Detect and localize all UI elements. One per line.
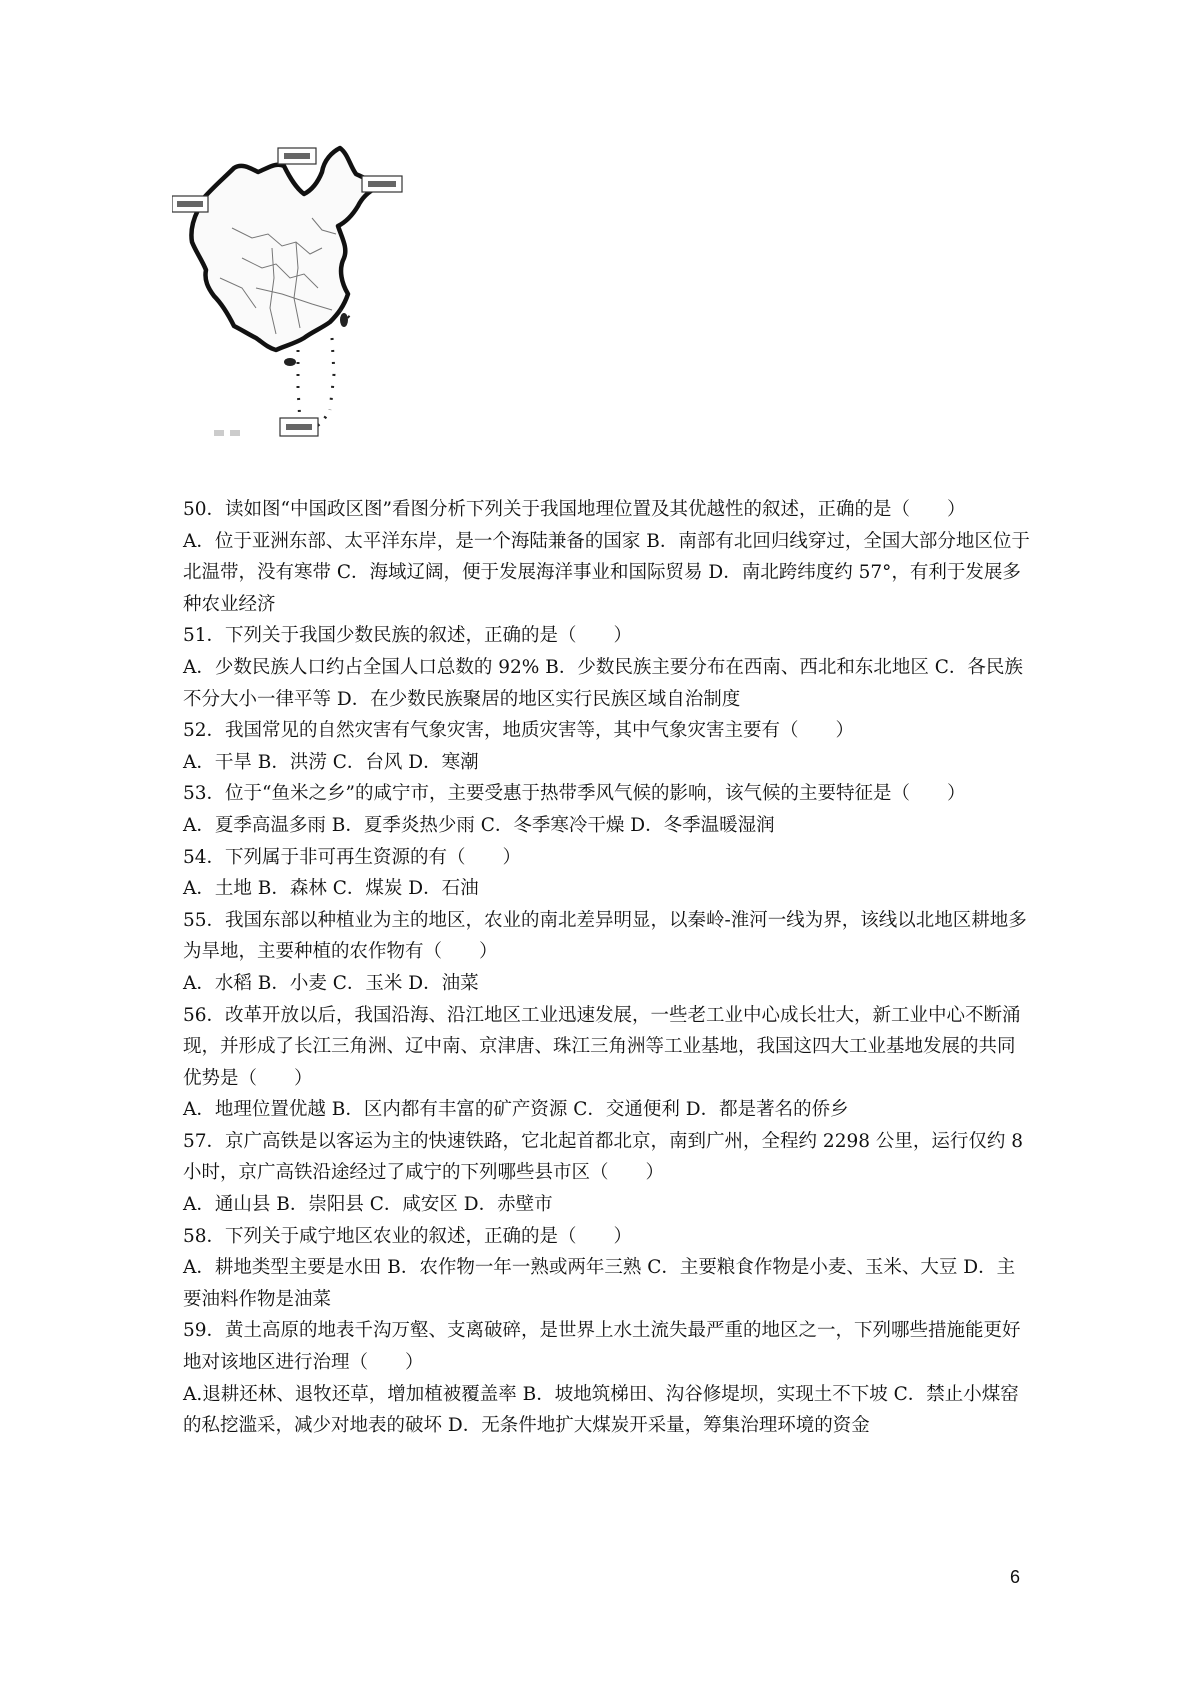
page-number: 6 <box>1010 1567 1021 1587</box>
question-52-options: A．干旱 B．洪涝 C．台风 D．寒潮 <box>183 751 479 773</box>
question-51-stem: 51．下列关于我国少数民族的叙述，正确的是（ ） <box>183 625 633 647</box>
question-57-stem: 57．京广高铁是以客运为主的快速铁路，它北起首都北京，南到广州，全程约 2298 公里，运行仅约 8 小时，京广高铁沿途经过了咸宁的下列哪些县市区（ ） <box>183 1130 1024 1184</box>
question-54-stem: 54．下列属于非可再生资源的有（ ） <box>183 846 522 868</box>
china-map-outline <box>172 138 422 458</box>
question-54-options: A．土地 B．森林 C．煤炭 D．石油 <box>183 878 479 900</box>
question-58-options: A．耕地类型主要是水田 B．农作物一年一熟或两年三熟 C．主要粮食作物是小麦、玉米、大豆 D．主要油料作物是油菜 <box>183 1257 1016 1310</box>
question-55-stem: 55．我国东部以种植业为主的地区，农业的南北差异明显，以秦岭-淮河一线为界，该线以北地区耕地多为旱地，主要种植的农作物有（ ） <box>183 909 1027 963</box>
question-list <box>183 494 1033 1442</box>
china-map-figure <box>172 138 422 458</box>
question-51-options: A．少数民族人口约占全国人口总数的 92% B．少数民族主要分布在西南、西北和东北地区 C．各民族不分大小一律平等 D．在少数民族聚居的地区实行民族区域自治制度 <box>183 656 1023 710</box>
question-55-options: A．水稻 B．小麦 C．玉米 D．油菜 <box>183 972 479 994</box>
question-59-options: A.退耕还林、退牧还草，增加植被覆盖率 B．坡地筑梯田、沟谷修堤坝，实现土不下坡 C．禁止小煤窑的私挖滥采，减少对地表的破坏 D．无条件地扩大煤炭开采量，筹集治理环境的资金 <box>183 1383 1019 1437</box>
question-50-stem: 50．读如图“中国政区图”看图分析下列关于我国地理位置及其优越性的叙述，正确的是（ ） <box>183 499 966 520</box>
question-58-stem: 58．下列关于咸宁地区农业的叙述，正确的是（ ） <box>183 1225 633 1247</box>
question-56-stem: 56．改革开放以后，我国沿海、沿江地区工业迅速发展，一些老工业中心成长壮大，新工业中心不断涌现，并形成了长江三角洲、辽中南、京津唐、珠江三角洲等工业基地，我国这四大工业基地发展的共同优势是（ ） <box>183 1004 1021 1089</box>
question-52-stem: 52．我国常见的自然灾害有气象灾害，地质灾害等，其中气象灾害主要有（ ） <box>183 720 855 742</box>
question-56-options: A．地理位置优越 B．区内都有丰富的矿产资源 C．交通便利 D．都是著名的侨乡 <box>183 1099 849 1121</box>
question-50-options: A．位于亚洲东部、太平洋东岸，是一个海陆兼备的国家 B．南部有北回归线穿过，全国大部分地区位于北温带，没有寒带 C．海域辽阔，便于发展海洋事业和国际贸易 D．南北跨纬度约 57°，有利于发展多种农业经济 <box>183 530 1030 615</box>
question-53-options: A．夏季高温多雨 B．夏季炎热少雨 C．冬季寒冷干燥 D．冬季温暖湿润 <box>183 814 775 836</box>
question-53-stem: 53．位于“鱼米之乡”的咸宁市，主要受惠于热带季风气候的影响，该气候的主要特征是（ ） <box>183 783 966 805</box>
question-59-stem: 59．黄土高原的地表千沟万壑、支离破碎，是世界上水土流失最严重的地区之一，下列哪些措施能更好地对该地区进行治理（ ） <box>183 1320 1021 1374</box>
question-57-options: A．通山县 B．崇阳县 C．咸安区 D．赤壁市 <box>183 1194 553 1216</box>
